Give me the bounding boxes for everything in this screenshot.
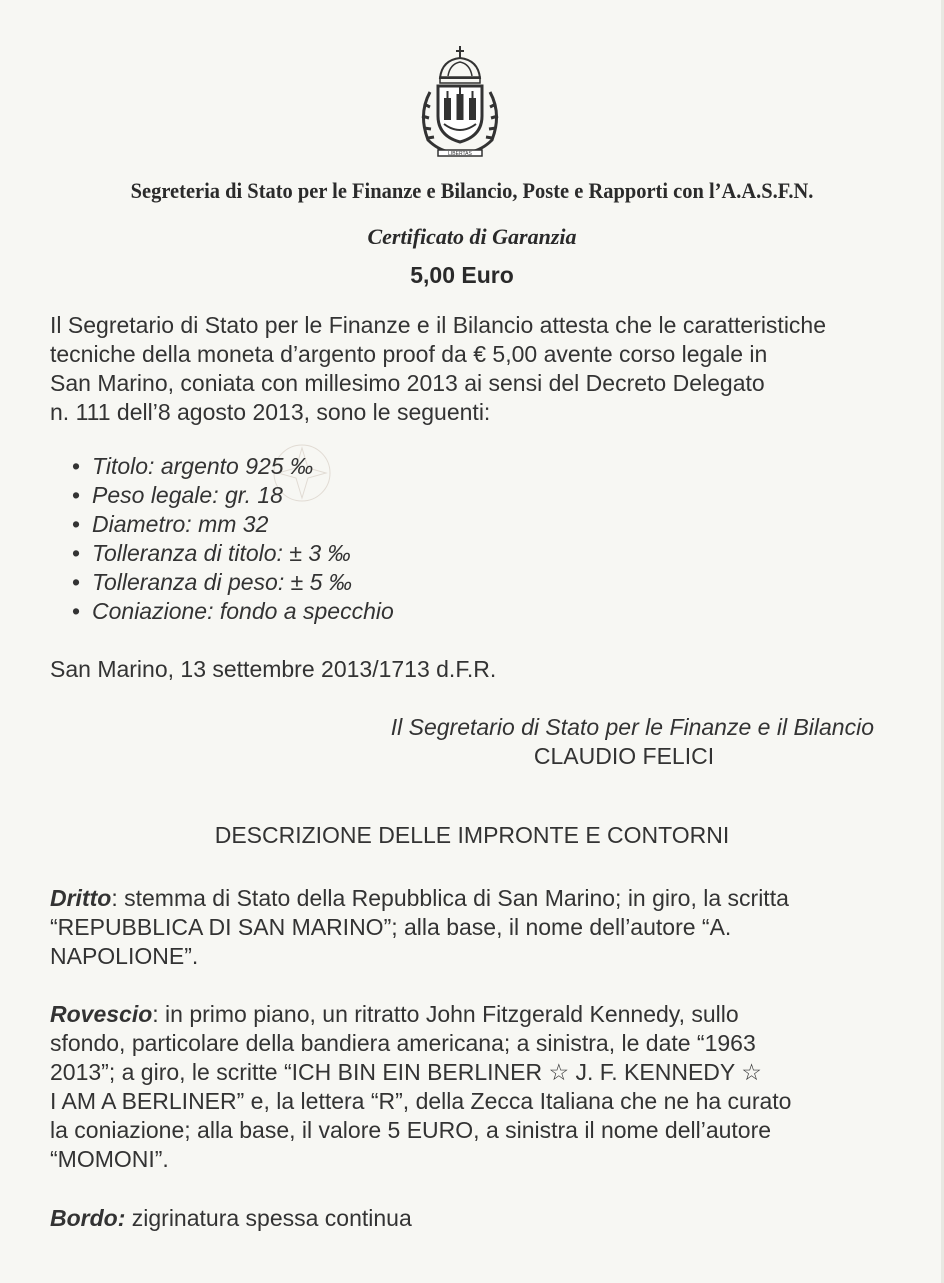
spec-item [72, 481, 672, 510]
place-and-date: San Marino, 13 settembre 2013/1713 d.F.R. [50, 656, 497, 682]
bullet: • [72, 569, 81, 595]
bullet: • [72, 453, 81, 479]
certificate-title: Certificato di Garanzia [367, 224, 577, 249]
spec-item [72, 539, 672, 568]
technical-specs-list [72, 452, 672, 626]
intro-line: n. 111 dell’8 agosto 2013, sono le seguenti: [50, 399, 491, 425]
spec-item [72, 452, 672, 481]
description-line: “MOMONI”. [50, 1146, 169, 1172]
description-line: I AM A BERLINER” e, la lettera “R”, della Zecca Italiana che ne ha curato [50, 1088, 792, 1114]
signatory-name: CLAUDIO FELICI [533, 743, 715, 769]
intro-paragraph [50, 311, 880, 427]
spec-item [72, 568, 672, 597]
reverse-description [50, 1000, 880, 1174]
spec-item [72, 510, 672, 539]
bullet: • [72, 598, 81, 624]
edge-label: Bordo: [50, 1205, 126, 1231]
description-line: 2013”; a giro, le scritte “ICH BIN EIN BERLINER ☆ J. F. KENNEDY ☆ [50, 1059, 762, 1085]
signatory-role: Il Segretario di Stato per le Finanze e il Bilancio [390, 714, 874, 740]
spec-item [72, 597, 672, 626]
emblem-motto: LIBERTAS [448, 151, 472, 157]
spec-text: Tolleranza di titolo: ± 3 ‰ [92, 540, 351, 566]
obverse-description [50, 884, 880, 971]
spec-text: Coniazione: fondo a specchio [92, 598, 394, 624]
description-line: : stemma di Stato della Repubblica di San Marino; in giro, la scritta [111, 885, 789, 911]
bullet: • [72, 511, 81, 537]
description-line: “REPUBBLICA DI SAN MARINO”; alla base, il nome dell’autore “A. [50, 914, 732, 940]
obverse-label: Dritto [50, 885, 112, 911]
spec-text: Tolleranza di peso: ± 5 ‰ [92, 569, 352, 595]
spec-text: Titolo: argento 925 ‰ [92, 453, 313, 479]
intro-line: San Marino, coniata con millesimo 2013 ai sensi del Decreto Delegato [50, 370, 765, 396]
bullet: • [72, 540, 81, 566]
coin-denomination: 5,00 Euro [410, 262, 514, 288]
bullet: • [72, 482, 81, 508]
spec-text: Diametro: mm 32 [92, 511, 269, 537]
reverse-label: Rovescio [50, 1001, 153, 1027]
intro-line: Il Segretario di Stato per le Finanze e il Bilancio attesta che le caratteristiche [50, 312, 827, 338]
description-line: la coniazione; alla base, il valore 5 EURO, a sinistra il nome dell’autore [50, 1117, 772, 1143]
issuing-authority: Segreteria di Stato per le Finanze e Bilancio, Poste e Rapporti con l’A.A.S.F.N. [130, 178, 814, 203]
edge-text: zigrinatura spessa continua [125, 1205, 412, 1231]
edge-description [50, 1204, 880, 1233]
spec-text: Peso legale: gr. 18 [92, 482, 283, 508]
description-line: : in primo piano, un ritratto John Fitzgerald Kennedy, sullo [152, 1001, 739, 1027]
description-heading: DESCRIZIONE DELLE IMPRONTE E CONTORNI [214, 822, 730, 848]
signature-block [274, 714, 874, 770]
description-line: NAPOLIONE”. [50, 943, 199, 969]
intro-line: tecniche della moneta d’argento proof da € 5,00 avente corso legale in [50, 341, 768, 367]
description-line: sfondo, particolare della bandiera americana; a sinistra, le date “1963 [50, 1030, 756, 1056]
san-marino-coat-of-arms-icon [412, 44, 508, 162]
